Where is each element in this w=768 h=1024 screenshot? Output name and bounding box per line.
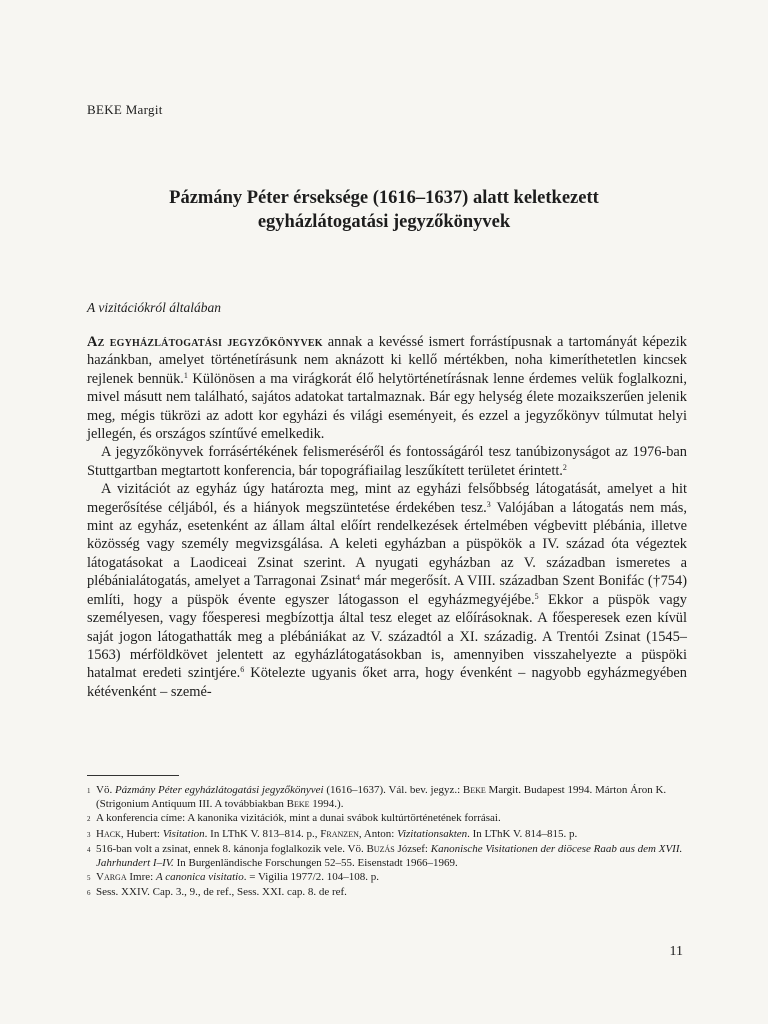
footnote-6	[87, 885, 687, 900]
footnote-4	[87, 842, 687, 870]
footnote-ref-6: 6	[240, 665, 245, 675]
footnote-ref-2: 2	[562, 462, 567, 472]
paragraph-3: A vizitációt az egyház úgy határozta meg, mint az egyházi felsőbbség látogatását, amelyet a hit megerősítése céljából, és a hiányok megszüntetése érdekében tesz.$^3$ Valójában a látogatás nem más, mint az egyház, esetenként az állam által előírt rendelkezések értelmében végbevitt plébánia, illetve közösség vagy személy megvizsgálása. A keleti egyházban a püspökök a IV. század óta végeztek látogatásokat a Laodiceai Zsinat szerint. A nyugati egyházban az V. században ismeretes a plébánialátogatás, amelyet a Tarragonai Zsinat$^4$ már megerősít. A VIII. században Szent Bonifác (†754) említi, hogy a püspök évente egyszer látogasson el egyházmegyéjébe.$^5$ Ekkor a püspök vagy személyesen, vagy főesperesi megbízottja által tesz eleget az előírásoknak. A főesperesek ezen kívül saját jogon látogathatták meg a plébániákat az V. századtól a XI. századig. A Trentói Zsinat (1545–1563) mérföldkövet jelentett az egyházlátogatásokban is, amennyiben visszahelyezte a püspöki hatalmat eredeti szintjére.$^6$ Kötelezte ugyanis őket arra, hogy évenként – nagyobb egyházmegyében kétévenként – szemé-	[87, 481, 688, 700]
footnote-ref-3: 3	[486, 499, 491, 509]
title-line-1: Pázmány Péter érseksége (1616–1637) alatt keletkezett	[169, 188, 599, 208]
footnotes	[87, 783, 687, 901]
author-name: BEKE Margit	[87, 102, 163, 117]
paragraph-2: A jegyzőkönyvek forrásértékének felismeréséről és fontosságáról tesz tanúbizonyságot az 1976-ban Stuttgartban megtartott konferencia, bár topográfiailag leszűkített területet érintett.$^2$	[87, 444, 687, 479]
footnote-number: 3	[87, 830, 91, 839]
footnote-3	[87, 827, 687, 842]
footnote-5	[87, 870, 687, 885]
footnote-text: Vö. Pázmány Péter egyházlátogatási jegyzőkönyvei (1616–1637). Vál. bev. jegyz.: Beke Margit. Budapest 1994. Márton Áron K. (Strigonium Antiquum III. A továbbiakban Beke 1994.).	[96, 784, 667, 811]
footnote-ref-4: 4	[356, 573, 361, 583]
footnote-2	[87, 811, 687, 826]
title-line-2: egyházlátogatási jegyzőkönyvek	[257, 212, 511, 232]
page-number: 11	[669, 944, 683, 959]
footnote-text: 516-ban volt a zsinat, ennek 8. kánonja foglalkozik vele. Vö. Buzás József: Kanonische Visitationen der diöcese Raab aus dem XVII. Jahrhundert I–IV. In Burgenländische Forschungen 52–55. Eisenstadt 1966–1969.	[96, 842, 683, 870]
paragraph-1: Az egyházlátogatási jegyzőkönyvek annak a kevéssé ismert forrástípusnak a tartományát képezik hazánkban, amelyet történetírásunk nem aknázott ki kellő mértékben, noha kimeríthetetlen kincsek rejlenek bennük.$^1$ Különösen a ma virágkorát élő helytörténetírásnak lenne érdemes velük foglalkozni, mivel másutt nem található, sajátos adatokat tartalmaznak. Bár egy helység élete mozaikszerűen jelenik meg, mégis tükrözi az adott kor egyházi és világi eseményeit, és ezzel a jegyzőkönyv túlmutat helyi jellegén, és országos színtűvé emelkedik.	[87, 334, 688, 443]
footnote-ref-5: 5	[534, 591, 539, 601]
footnote-number: 2	[87, 815, 91, 824]
lead-in-caps: Az egyházlátogatási jegyzőkönyvek	[87, 334, 323, 350]
footnote-number: 5	[87, 874, 91, 883]
footnote-divider	[87, 775, 179, 776]
footnote-number: 4	[87, 845, 91, 854]
footnote-number: 6	[87, 889, 91, 898]
footnote-text: Varga Imre: A canonica visitatio. = Vigilia 1977/2. 104–108. p.	[96, 871, 379, 884]
footnote-ref-1: 1	[183, 370, 188, 380]
section-heading: A vizitációkról általában	[87, 300, 221, 315]
footnote-text: Sess. XXIV. Cap. 3., 9., de ref., Sess. XXI. cap. 8. de ref.	[96, 886, 347, 899]
footnote-text: A konferencia címe: A kanonika vizitációk, mint a dunai svábok kultúrtörténetének forrásai.	[96, 812, 501, 825]
article-body	[87, 333, 687, 701]
article-title	[90, 186, 678, 234]
footnote-1	[87, 783, 687, 811]
footnote-number: 1	[87, 787, 91, 795]
footnote-text: Hack, Hubert: Visitation. In LThK V. 813–814. p., Franzen, Anton: Vizitationsakten. In LThK V. 814–815. p.	[96, 827, 578, 840]
